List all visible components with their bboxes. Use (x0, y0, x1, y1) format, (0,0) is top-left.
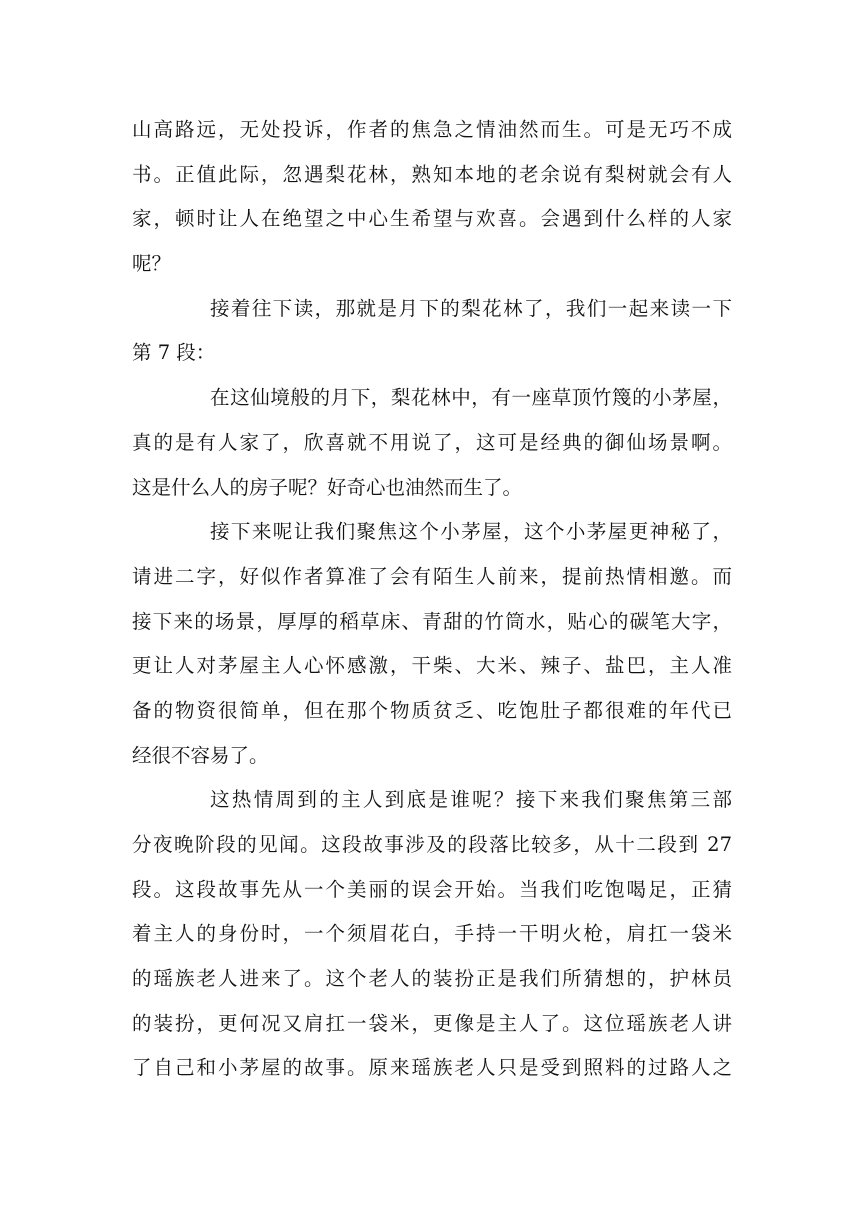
text-line: 山高路远，无处投诉，作者的焦急之情油然而生。可是无巧不成 (132, 118, 732, 141)
paragraph-3 (132, 376, 732, 510)
text-line: 分夜晚阶段的见闻。这段故事涉及的段落比较多，从十二段到 27 (132, 833, 732, 856)
text-line: 接着往下读，那就是月下的梨花林了，我们一起来读一下 (210, 296, 732, 320)
text-line: 这热情周到的主人到底是谁呢？接下来我们聚焦第三部 (210, 788, 732, 812)
text-line: 经很不容易了。 (132, 743, 269, 767)
text-line: 真的是有人家了，欣喜就不用说了，这可是经典的御仙场景啊。 (132, 430, 732, 454)
text-line: 书。正值此际，忽遇梨花林，熟知本地的老余说有梨树就会有人 (132, 162, 732, 186)
paragraph-5 (132, 778, 732, 1091)
text-line: 第 7 段： (132, 341, 216, 365)
text-line: 接下来的场景，厚厚的稻草床、青甜的竹筒水，贴心的碳笔大字， (132, 609, 732, 633)
text-line: 的装扮，更何况又肩扛一袋米，更像是主人了。这位瑶族老人讲 (132, 1011, 732, 1035)
text-line: 着主人的身份时，一个须眉花白，手持一干明火枪，肩扛一袋米 (132, 922, 732, 946)
paragraph-1 (132, 108, 732, 287)
body-text (132, 108, 732, 1091)
paragraph-4 (132, 510, 732, 778)
text-line: 的瑶族老人进来了。这个老人的装扮正是我们所猜想的，护林员 (132, 967, 732, 991)
text-line: 备的物资很简单，但在那个物质贫乏、吃饱肚子都很难的年代已 (132, 698, 732, 722)
text-line: 在这仙境般的月下，梨花林中，有一座草顶竹篾的小茅屋， (210, 386, 732, 410)
text-line: 这是什么人的房子呢？好奇心也油然而生了。 (132, 475, 523, 499)
text-line: 接下来呢让我们聚焦这个小茅屋，这个小茅屋更神秘了， (210, 520, 732, 544)
text-line: 段。这段故事先从一个美丽的误会开始。当我们吃饱喝足，正猜 (132, 877, 732, 901)
text-line: 呢？ (132, 252, 172, 276)
paragraph-2 (132, 287, 732, 376)
text-line: 更让人对茅屋主人心怀感激，干柴、大米、辣子、盐巴，主人准 (132, 654, 732, 678)
text-line: 请进二字，好似作者算准了会有陌生人前来，提前热情相邀。而 (132, 564, 732, 588)
text-line: 家，顿时让人在绝望之中心生希望与欢喜。会遇到什么样的人家 (132, 207, 732, 231)
text-line: 了自己和小茅屋的故事。原来瑶族老人只是受到照料的过路人之 (132, 1056, 732, 1080)
